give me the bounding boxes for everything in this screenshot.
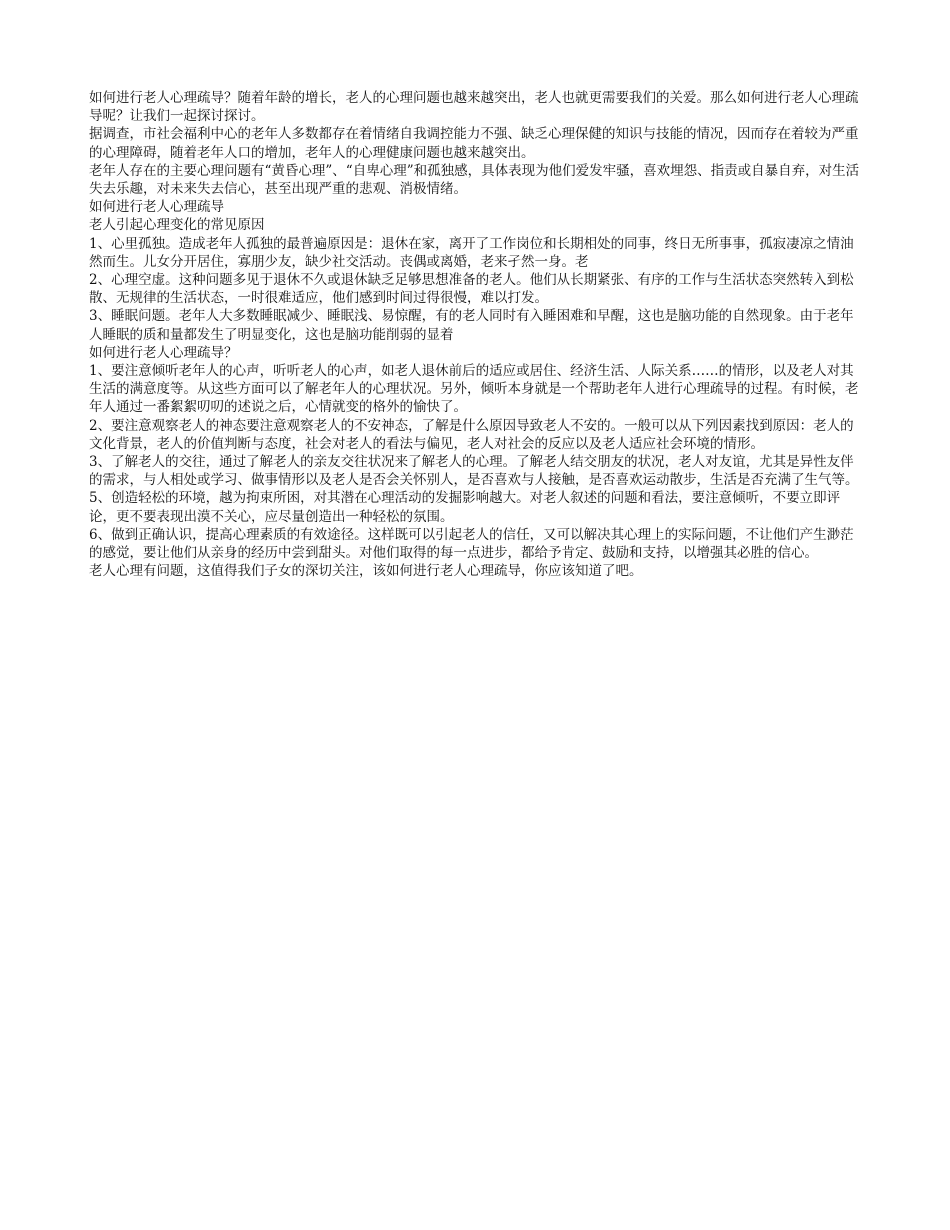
method-item: 3、了解老人的交往，通过了解老人的亲友交往状况来了解老人的心理。了解老人结交朋友的状况，老人对友谊，尤其是异性友伴的需求，与人相处或学习、做事情形以及老人是否会关怀别人，是否喜欢与人接触，是否喜欢运动散步，生活是否充满了生气等。 xyxy=(89,454,859,489)
method-item: 5、创造轻松的环境，越为拘束所困，对其潜在心理活动的发掘影响越大。对老人叙述的问题和看法，要注意倾听，不要立即评论，更不要表现出漠不关心，应尽量创造出一种轻松的氛围。 xyxy=(89,490,841,525)
section-heading: 如何进行老人心理疏导？ xyxy=(89,344,238,361)
method-item: 2、要注意观察老人的神态要注意观察老人的不安神态，了解是什么原因导致老人不安的。一般可以从下列因素找到原因：老人的文化背景，老人的价值判断与态度，社会对老人的看法与偏见，老人对社会的反应以及老人适应社会环境的情形。 xyxy=(89,417,854,452)
document-body xyxy=(89,89,864,580)
cause-item: 2、心理空虚。这种问题多见于退休不久或退休缺乏足够思想准备的老人。他们从长期紧张、有序的工作与生活状态突然转入到松散、无规律的生活状态，一时很难适应，他们感到时间过得很慢，难以打发。 xyxy=(89,272,854,307)
survey-paragraph: 据调查，市社会福利中心的老年人多数都存在着情绪自我调控能力不强、缺乏心理保健的知识与技能的情况，因而存在着较为严重的心理障碍，随着老年人口的增加，老年人的心理健康问题也越来越突出。 xyxy=(89,126,859,161)
problems-paragraph: 老年人存在的主要心理问题有“黄昏心理”、“自卑心理”和孤独感，具体表现为他们爱发牢骚，喜欢埋怨、指责或自暴自弃，对生活失去乐趣，对未来失去信心，甚至出现严重的悲观、消极情绪。 xyxy=(89,162,860,198)
section-heading: 如何进行老人心理疏导 xyxy=(89,199,224,216)
method-item: 6、做到正确认识，提高心理素质的有效途径。这样既可以引起老人的信任，又可以解决其心理上的实际问题，不让他们产生渺茫的感觉，要让他们从亲身的经历中尝到甜头。对他们取得的每一点进步，都给予肯定、鼓励和支持，以增强其必胜的信心。 xyxy=(89,526,854,562)
cause-item: 3、睡眠问题。老年人大多数睡眠减少、睡眠浅、易惊醒，有的老人同时有入睡困难和早醒，这也是脑功能的自然现象。由于老年人睡眠的质和量都发生了明显变化，这也是脑功能削弱的显着 xyxy=(89,308,854,343)
section-heading: 老人引起心理变化的常见原因 xyxy=(89,217,265,234)
cause-item: 1、心里孤独。造成老年人孤独的最普遍原因是：退休在家，离开了工作岗位和长期相处的同事，终日无所事事，孤寂凄凉之情油然而生。儿女分开居住，寡朋少友，缺少社交活动。丧偶或离婚，老来孑然一身。老 xyxy=(89,235,854,270)
method-item: 1、要注意倾听老年人的心声，听听老人的心声，如老人退休前后的适应或居住、经济生活、人际关系……的情形，以及老人对其生活的满意度等。从这些方面可以了解老年人的心理状况。另外，倾听本身就是一个帮助老年人进行心理疏导的过程。有时候，老年人通过一番絮絮叨叨的述说之后，心情就变的格外的愉快了。 xyxy=(89,363,859,416)
closing-paragraph: 老人心理有问题，这值得我们子女的深切关注，该如何进行老人心理疏导，你应该知道了吧。 xyxy=(89,563,643,580)
intro-paragraph: 如何进行老人心理疏导？随着年龄的增长，老人的心理问题也越来越突出，老人也就更需要我们的关爱。那么如何进行老人心理疏导呢？让我们一起探讨探讨。 xyxy=(89,90,859,125)
